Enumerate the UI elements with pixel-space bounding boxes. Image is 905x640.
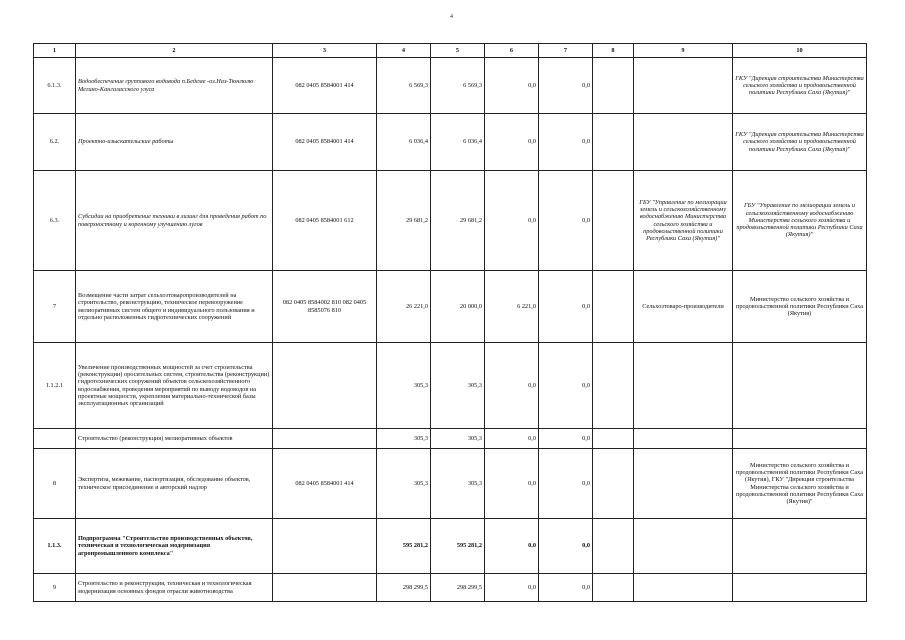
row-code: 082 0405 8584001 414: [273, 114, 377, 171]
row-code: 082 0405 8584001 414: [273, 449, 377, 519]
row-executor: [634, 114, 733, 171]
table-row: [34, 343, 867, 429]
row-col6: 0,0: [485, 574, 539, 602]
row-executor: [634, 58, 733, 114]
row-responsible: [733, 343, 867, 429]
row-code: 082 0405 8584001 414: [273, 58, 377, 114]
row-total: 26 221,0: [377, 271, 431, 343]
row-executor: [634, 519, 733, 574]
header-cell: 10: [733, 44, 867, 58]
row-name: Возмещение части затрат сельхозтоваропроизводителей на строительство, реконструкцию, техническое перевооружение мелиоративных систем общего и индивидуального пользования и отдельно расположенных гидротехнических сооружений: [76, 271, 273, 343]
row-total: 595 281,2: [377, 519, 431, 574]
row-number: 8: [34, 449, 76, 519]
header-cell: 1: [34, 44, 76, 58]
row-number: 9: [34, 574, 76, 602]
table-row: [34, 429, 867, 449]
row-col7: 0,0: [539, 574, 593, 602]
row-total: 305,3: [377, 429, 431, 449]
row-col5: 20 000,0: [431, 271, 485, 343]
row-responsible: Министерство сельского хозяйства и продовольственной политики Республики Саха (Якутия): [733, 271, 867, 343]
row-responsible: [733, 429, 867, 449]
row-name: Субсидии на приобретение техники в лизинг для проведения работ по поверхностному и коренному улучшению лугов: [76, 171, 273, 271]
row-col6: 0,0: [485, 449, 539, 519]
table-row: [34, 171, 867, 271]
header-cell: 7: [539, 44, 593, 58]
row-name: Водообеспечение группового водовода п.Бедеме -оз.Наз-Тюнгюлю Мегино-Кангаласского улуса: [76, 58, 273, 114]
row-col7: 0,0: [539, 449, 593, 519]
row-number: 6.2.: [34, 114, 76, 171]
row-col8: [593, 58, 634, 114]
row-col5: 595 281,2: [431, 519, 485, 574]
table-row: [34, 519, 867, 574]
row-col7: 0,0: [539, 114, 593, 171]
row-total: 29 681,2: [377, 171, 431, 271]
row-number: 7: [34, 271, 76, 343]
row-name: Строительство и реконструкция, техническая и технологическая модернизация основных фондов отрасли животноводства: [76, 574, 273, 602]
header-cell: 5: [431, 44, 485, 58]
row-col6: 0,0: [485, 58, 539, 114]
row-name: Увеличение производственных мощностей за счет строительства (реконструкции) оросительных систем, строительства (реконструкции) гидротехнических сооружений объектов сельскохозяйственного водоснабжения, проведения мероприятий по выводу водоводов на проектные мощности, укрепления материально-технической базы эксплуатационных организаций: [76, 343, 273, 429]
row-total: 6 569,3: [377, 58, 431, 114]
row-col8: [593, 271, 634, 343]
row-col8: [593, 171, 634, 271]
row-col5: 29 681,2: [431, 171, 485, 271]
row-responsible: ГБУ "Управление по мелиорации земель и сельскохозяйственному водоснабжению Министерства сельского хозяйства и продовольственной политики Республики Саха (Якутия)": [733, 171, 867, 271]
row-code: 082 0405 8584002 810 082 0405 8585076 810: [273, 271, 377, 343]
table-row: [34, 271, 867, 343]
row-total: 298 299,5: [377, 574, 431, 602]
row-col8: [593, 574, 634, 602]
row-code: 082 0405 8584001 612: [273, 171, 377, 271]
row-col7: 0,0: [539, 343, 593, 429]
row-col6: 0,0: [485, 114, 539, 171]
table-row: [34, 449, 867, 519]
row-col5: 6 569,3: [431, 58, 485, 114]
row-executor: [634, 449, 733, 519]
row-col7: 0,0: [539, 271, 593, 343]
row-col6: 6 221,0: [485, 271, 539, 343]
table-row: [34, 58, 867, 114]
row-col6: 0,0: [485, 171, 539, 271]
header-row: [34, 44, 867, 58]
row-executor: [634, 343, 733, 429]
row-col5: 6 036,4: [431, 114, 485, 171]
row-col7: 0,0: [539, 429, 593, 449]
row-col6: 0,0: [485, 519, 539, 574]
row-number: 6.3.: [34, 171, 76, 271]
row-total: 6 036,4: [377, 114, 431, 171]
row-executor: [634, 574, 733, 602]
header-cell: 9: [634, 44, 733, 58]
row-executor: ГБУ "Управление по мелиорации земель и сельскохозяйственному водоснабжению Министерства сельского хозяйства и продовольственной политики Республики Саха (Якутия)": [634, 171, 733, 271]
row-total: 305,3: [377, 343, 431, 429]
row-col7: 0,0: [539, 171, 593, 271]
row-col5: 305,3: [431, 343, 485, 429]
row-col8: [593, 449, 634, 519]
row-code: [273, 429, 377, 449]
row-responsible: [733, 519, 867, 574]
row-responsible: ГКУ "Дирекция строительства Министерства сельского хозяйства и продовольственной политики Республики Саха (Якутия)": [733, 114, 867, 171]
header-cell: 8: [593, 44, 634, 58]
row-number: [34, 429, 76, 449]
row-responsible: Министерство сельского хозяйства и продовольственной политики Республики Саха (Якутия), ГКУ "Дирекция строительства Министерства сельского хозяйства и продовольственной политики Республики Саха (Якутия)": [733, 449, 867, 519]
row-col6: 0,0: [485, 343, 539, 429]
row-col6: 0,0: [485, 429, 539, 449]
row-col7: 0,0: [539, 58, 593, 114]
row-executor: [634, 429, 733, 449]
page-number: 4: [450, 14, 453, 20]
row-col8: [593, 343, 634, 429]
row-code: [273, 574, 377, 602]
table-row: [34, 574, 867, 602]
row-responsible: [733, 574, 867, 602]
row-name: Подпрограмма "Строительство производственных объектов, техническая и технологическая модернизация агропромышленного комплекса": [76, 519, 273, 574]
table-row: [34, 114, 867, 171]
row-responsible: ГКУ "Дирекция строительства Министерства сельского хозяйства и продовольственной политики Республики Саха (Якутия)": [733, 58, 867, 114]
row-col7: 0,0: [539, 519, 593, 574]
row-code: [273, 343, 377, 429]
row-name: Строительство (реконструкция) мелиоративных объектов: [76, 429, 273, 449]
row-name: Экспертиза, межевание, паспортизация, обследование объектов, техническое присоединение и авторский надзор: [76, 449, 273, 519]
row-col8: [593, 114, 634, 171]
row-number: 1.1.2.1: [34, 343, 76, 429]
row-executor: Сельхозтоваро-производители: [634, 271, 733, 343]
row-col8: [593, 429, 634, 449]
header-cell: 2: [76, 44, 273, 58]
row-col5: 305,3: [431, 449, 485, 519]
row-code: [273, 519, 377, 574]
row-number: 6.1.3.: [34, 58, 76, 114]
header-cell: 4: [377, 44, 431, 58]
program-table: [33, 43, 867, 602]
row-col5: 298 299,5: [431, 574, 485, 602]
row-number: 1.1.3.: [34, 519, 76, 574]
header-cell: 6: [485, 44, 539, 58]
row-total: 305,3: [377, 449, 431, 519]
row-col5: 305,3: [431, 429, 485, 449]
header-cell: 3: [273, 44, 377, 58]
row-name: Проектно-изыскательские работы: [76, 114, 273, 171]
row-col8: [593, 519, 634, 574]
